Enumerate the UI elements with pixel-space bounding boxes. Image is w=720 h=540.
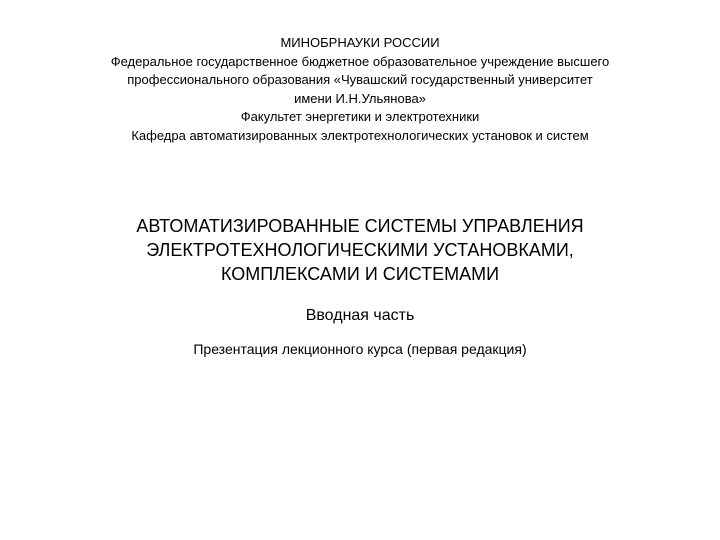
presentation-title [40,214,680,286]
department-line: Кафедра автоматизированных электротехнологических установок и систем [131,127,589,143]
institution-line-3: имени И.Н.Ульянова» [294,90,426,106]
faculty-line: Факультет энергетики и электротехники [240,109,480,125]
title-line-1: АВТОМАТИЗИРОВАННЫЕ СИСТЕМЫ УПРАВЛЕНИЯ [136,216,584,236]
title-line-3: КОМПЛЕКСАМИ И СИСТЕМАМИ [220,264,500,284]
ministry-line: МИНОБРНАУКИ РОССИИ [280,35,440,50]
presentation-note: Презентация лекционного курса (первая редакция) [193,341,527,357]
institution-line-1: Федеральное государственное бюджетное образовательное учреждение высшего [110,53,610,69]
institution-header [40,34,680,146]
title-line-2: ЭЛЕКТРОТЕХНОЛОГИЧЕСКИМИ УСТАНОВКАМИ, [146,240,574,260]
institution-line-2: профессионального образования «Чувашский государственный университет [127,72,593,88]
presentation-subtitle: Вводная часть [305,307,415,324]
